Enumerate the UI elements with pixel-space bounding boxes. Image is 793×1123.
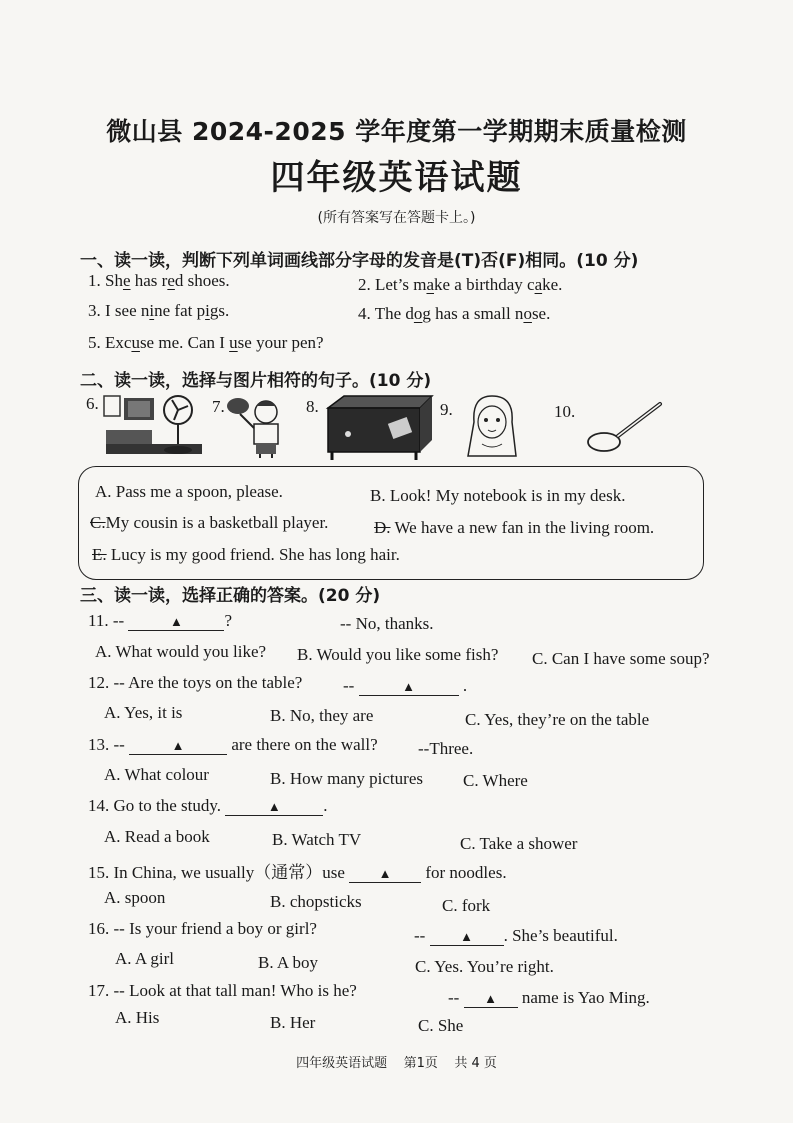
q16-option-b: B. A boy (258, 953, 318, 972)
option-d: D. We have a new fan in the living room. (374, 518, 655, 537)
pic-label-9: 9. (440, 400, 453, 419)
option-b: B. Look! My notebook is in my desk. (370, 486, 626, 505)
q16-stem: 16. -- Is your friend a boy or girl? (88, 919, 317, 938)
s1-item-1: 1. She has red shoes. (88, 271, 230, 290)
q13-option-b: B. How many pictures (270, 769, 423, 788)
q16-answer: -- ▲ . She’s beautiful. (414, 926, 618, 945)
q12-option-c: C. Yes, they’re on the table (465, 710, 650, 729)
q13-option-a: A. What colour (104, 765, 209, 784)
q11-option-b: B. Would you like some fish? (297, 645, 499, 664)
exam-subtitle: 四年级英语试题 (270, 158, 523, 198)
answer-blank: ▲ (430, 929, 504, 946)
living-room-fan-picture (102, 392, 204, 458)
q17-option-c: C. She (418, 1016, 464, 1035)
q14-option-c: C. Take a shower (460, 834, 578, 853)
s1-item-4: 4. The dog has a small nose. (358, 304, 551, 323)
q14-stem: 14. Go to the study. ▲ . (88, 796, 328, 815)
q17-stem: 17. -- Look at that tall man! Who is he? (88, 981, 357, 1000)
answer-blank: ▲ (128, 614, 224, 631)
section2-heading: 二、读一读，选择与图片相符的句子。(10 分) (80, 371, 432, 391)
option-e: E. Lucy is my good friend. She has long hair. (92, 545, 400, 564)
s1-item-5: 5. Excuse me. Can I use your pen? (88, 333, 324, 352)
q17-option-b: B. Her (270, 1013, 316, 1032)
pic-label-10: 10. (554, 402, 576, 421)
answer-blank: ▲ (225, 799, 323, 816)
pic-label-6: 6. (86, 394, 99, 413)
q12-option-b: B. No, they are (270, 706, 374, 725)
pic-label-7: 7. (212, 397, 225, 416)
q13-option-c: C. Where (463, 771, 528, 790)
q15-option-a: A. spoon (104, 888, 166, 907)
section3-heading: 三、读一读，选择正确的答案。(20 分) (80, 586, 381, 606)
section1-heading: 一、读一读，判断下列单词画线部分字母的发音是(T)否(F)相同。(10 分) (80, 251, 639, 271)
option-c: C.My cousin is a basketball player. (90, 513, 329, 532)
answer-blank: ▲ (129, 738, 227, 755)
pic-label-8: 8. (306, 397, 319, 416)
q12-answer: -- ▲ . (343, 676, 468, 695)
q13-stem: 13. -- ▲ are there on the wall? (88, 735, 378, 754)
long-hair-girl-picture (462, 392, 522, 460)
answer-note: (所有答案写在答题卡上。) (317, 210, 476, 226)
q11-reply: -- No, thanks. (340, 614, 434, 633)
q11-option-a: A. What would you like? (95, 642, 267, 661)
answer-blank: ▲ (349, 866, 421, 883)
exam-title: 微山县 2024-2025 学年度第一学期期末质量检测 (106, 117, 687, 146)
answer-blank: ▲ (359, 679, 459, 696)
desk-notebook-picture (324, 394, 436, 462)
q12-option-a: A. Yes, it is (104, 703, 183, 722)
q16-option-a: A. A girl (115, 949, 175, 968)
s1-item-2: 2. Let’s make a birthday cake. (358, 275, 563, 294)
page-footer: 四年级英语试题 第1页 共 4 页 (296, 1056, 497, 1071)
q17-option-a: A. His (115, 1008, 160, 1027)
q11-option-c: C. Can I have some soup? (532, 649, 710, 668)
q15-option-c: C. fork (442, 896, 491, 915)
spoon-picture (584, 398, 668, 456)
basketball-player-picture (226, 394, 298, 458)
option-a: A. Pass me a spoon, please. (95, 482, 283, 501)
q15-stem: 15. In China, we usually（通常）use ▲ for noodles. (88, 863, 507, 882)
q13-reply: --Three. (418, 739, 474, 758)
q12-stem: 12. -- Are the toys on the table? (88, 673, 303, 692)
q11-stem: 11. -- ▲ ? (88, 611, 232, 630)
q15-option-b: B. chopsticks (270, 892, 362, 911)
q14-option-b: B. Watch TV (272, 830, 362, 849)
answer-blank: ▲ (464, 991, 518, 1008)
s1-item-3: 3. I see nine fat pigs. (88, 301, 230, 320)
q16-option-c: C. Yes. You’re right. (415, 957, 554, 976)
q14-option-a: A. Read a book (104, 827, 210, 846)
q17-answer: -- ▲ name is Yao Ming. (448, 988, 650, 1007)
